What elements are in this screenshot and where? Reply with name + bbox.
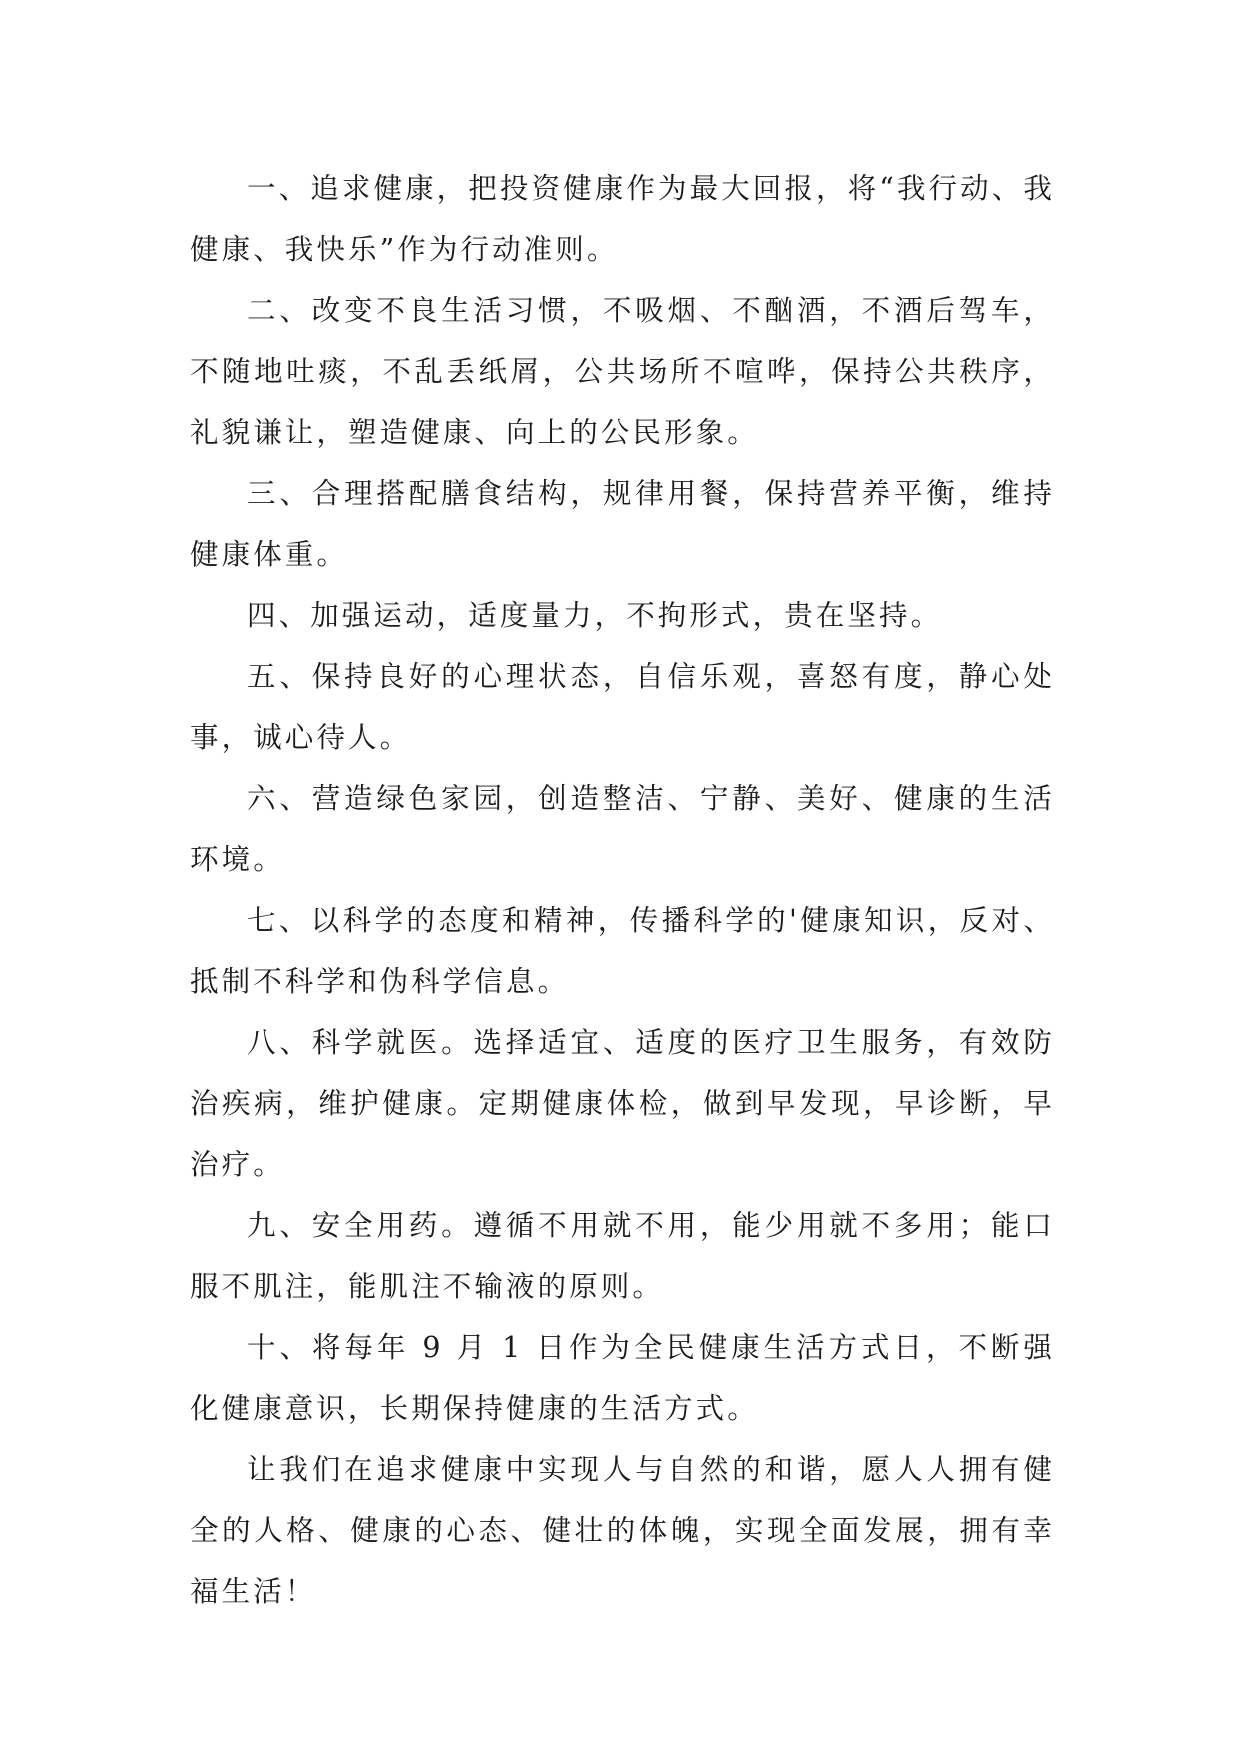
paragraph-4: 四、加强运动，适度量力，不拘形式，贵在坚持。 bbox=[247, 599, 943, 632]
paragraph-7: 七、以科学的态度和精神，传播科学的'健康知识，反对、抵制不科学和伪科学信息。 bbox=[190, 904, 1055, 998]
paragraph-9: 九、安全用药。遵循不用就不用，能少用就不多用；能口服不肌注，能肌注不输液的原则。 bbox=[190, 1209, 1055, 1303]
paragraph-10: 十、将每年 9 月 1 日作为全民健康生活方式日，不断强化健康意识，长期保持健康的生活方式。 bbox=[190, 1331, 1055, 1425]
paragraph-1: 一、追求健康，把投资健康作为最大回报，将“我行动、我健康、我快乐”作为行动准则。 bbox=[190, 172, 1055, 266]
paragraph-5: 五、保持良好的心理状态，自信乐观，喜怒有度，静心处事，诚心待人。 bbox=[190, 660, 1055, 754]
paragraph-closing: 让我们在追求健康中实现人与自然的和谐，愿人人拥有健全的人格、健康的心态、健壮的体魄，实现全面发展，拥有幸福生活！ bbox=[190, 1453, 1055, 1608]
document-body bbox=[190, 158, 1055, 1622]
paragraph-8: 八、科学就医。选择适宜、适度的医疗卫生服务，有效防治疾病，维护健康。定期健康体检，做到早发现，早诊断，早治疗。 bbox=[190, 1026, 1055, 1181]
paragraph-3: 三、合理搭配膳食结构，规律用餐，保持营养平衡，维持健康体重。 bbox=[190, 477, 1055, 571]
paragraph-6: 六、营造绿色家园，创造整洁、宁静、美好、健康的生活环境。 bbox=[190, 782, 1055, 876]
paragraph-2: 二、改变不良生活习惯，不吸烟、不酗酒，不酒后驾车，不随地吐痰，不乱丢纸屑，公共场所不喧哗，保持公共秩序，礼貌谦让，塑造健康、向上的公民形象。 bbox=[190, 294, 1055, 449]
